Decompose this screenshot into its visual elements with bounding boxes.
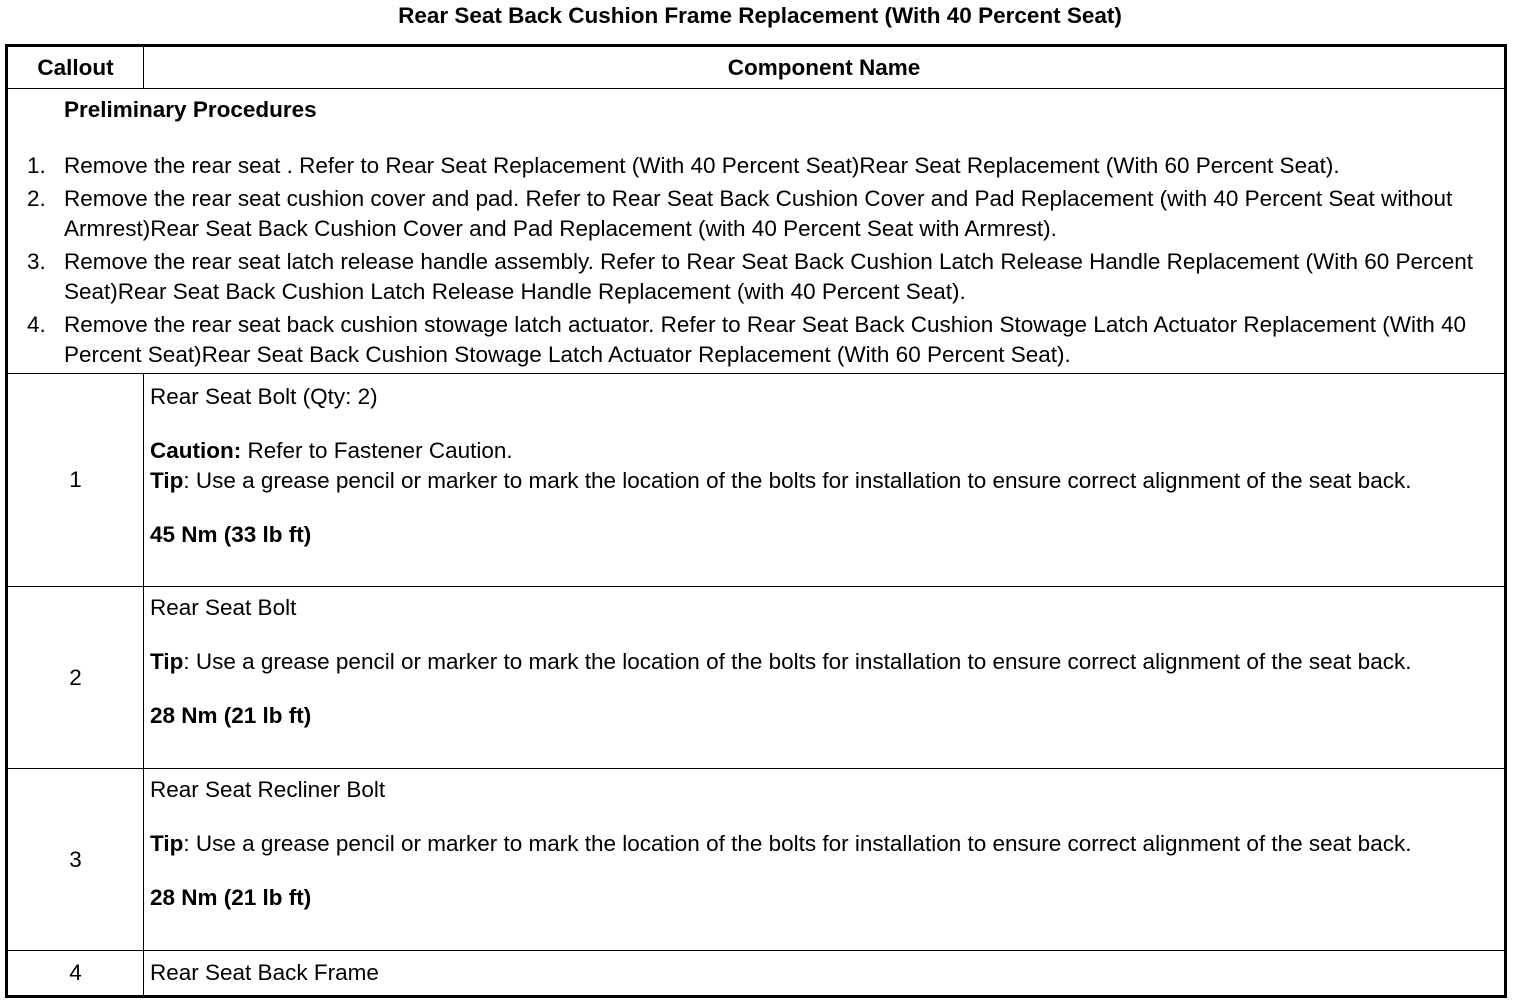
preliminary-title: Preliminary Procedures bbox=[64, 97, 317, 122]
tip-line bbox=[150, 647, 1490, 677]
step-text: Remove the rear seat cushion cover and pad. Refer to Rear Seat Back Cushion Cover and Pad Replacement (with 40 Percent Seat without Armrest)Rear Seat Back Cushion Cover and Pad Replacement (with 40 Percent Seat with Armrest). bbox=[64, 186, 1453, 241]
callout-number: 1 bbox=[8, 374, 144, 586]
component-cell bbox=[144, 374, 1504, 586]
component-cell bbox=[144, 587, 1504, 768]
component-name: Rear Seat Bolt bbox=[150, 595, 297, 620]
preliminary-steps bbox=[27, 151, 1484, 370]
tip-label: Tip bbox=[150, 468, 184, 493]
component-name: Rear Seat Bolt (Qty: 2) bbox=[150, 384, 378, 409]
step-number: 4. bbox=[27, 312, 46, 337]
list-item bbox=[27, 310, 1484, 370]
tip-label: Tip bbox=[150, 649, 184, 674]
component-name: Rear Seat Back Frame bbox=[150, 960, 379, 985]
step-number: 1. bbox=[27, 153, 46, 178]
torque-spec: 28 Nm (21 lb ft) bbox=[150, 885, 312, 910]
header-component-name: Component Name bbox=[727, 54, 921, 80]
tip-label: Tip bbox=[150, 831, 184, 856]
step-text: Remove the rear seat latch release handle assembly. Refer to Rear Seat Back Cushion Latch Release Handle Replacement (With 60 Percent Seat)Rear Seat Back Cushion Latch Release Handle Replacement (with 40 Percent Seat). bbox=[64, 249, 1474, 304]
list-item bbox=[27, 247, 1484, 307]
step-text: Remove the rear seat . Refer to Rear Seat Replacement (With 40 Percent Seat)Rear Seat Replacement (With 60 Percent Seat). bbox=[64, 153, 1340, 178]
tip-text: : Use a grease pencil or marker to mark the location of the bolts for installation to ensure correct alignment of the seat back. bbox=[183, 831, 1412, 856]
callout-number: 4 bbox=[8, 951, 144, 995]
tip-line bbox=[150, 466, 1490, 496]
table-row bbox=[8, 769, 1504, 951]
tip-text: : Use a grease pencil or marker to mark the location of the bolts for installation to ensure correct alignment of the seat back. bbox=[183, 649, 1412, 674]
torque-spec: 45 Nm (33 lb ft) bbox=[150, 522, 312, 547]
table-row bbox=[8, 374, 1504, 587]
page-title: Rear Seat Back Cushion Frame Replacement (With 40 Percent Seat) bbox=[398, 3, 1122, 28]
procedure-table bbox=[5, 44, 1507, 998]
step-number: 2. bbox=[27, 186, 46, 211]
component-cell bbox=[144, 769, 1504, 950]
step-text: Remove the rear seat back cushion stowage latch actuator. Refer to Rear Seat Back Cushion Stowage Latch Actuator Replacement (With 40 Percent Seat)Rear Seat Back Cushion Stowage Latch Actuator Replacement (With 60 Percent Seat). bbox=[64, 312, 1466, 367]
list-item bbox=[27, 151, 1484, 181]
tip-line bbox=[150, 829, 1490, 859]
callout-number: 3 bbox=[8, 769, 144, 950]
caution-line bbox=[150, 436, 1490, 466]
header-callout: Callout bbox=[8, 47, 144, 88]
table-row bbox=[8, 951, 1504, 995]
component-name: Rear Seat Recliner Bolt bbox=[150, 777, 386, 802]
table-row bbox=[8, 587, 1504, 769]
caution-text: Refer to Fastener Caution. bbox=[241, 438, 513, 463]
torque-spec: 28 Nm (21 lb ft) bbox=[150, 703, 312, 728]
callout-number: 2 bbox=[8, 587, 144, 768]
tip-text: : Use a grease pencil or marker to mark the location of the bolts for installation to ensure correct alignment of the seat back. bbox=[183, 468, 1412, 493]
step-number: 3. bbox=[27, 249, 46, 274]
caution-label: Caution: bbox=[150, 438, 242, 463]
table-header bbox=[8, 47, 1504, 89]
preliminary-procedures bbox=[8, 89, 1504, 374]
list-item bbox=[27, 184, 1484, 244]
